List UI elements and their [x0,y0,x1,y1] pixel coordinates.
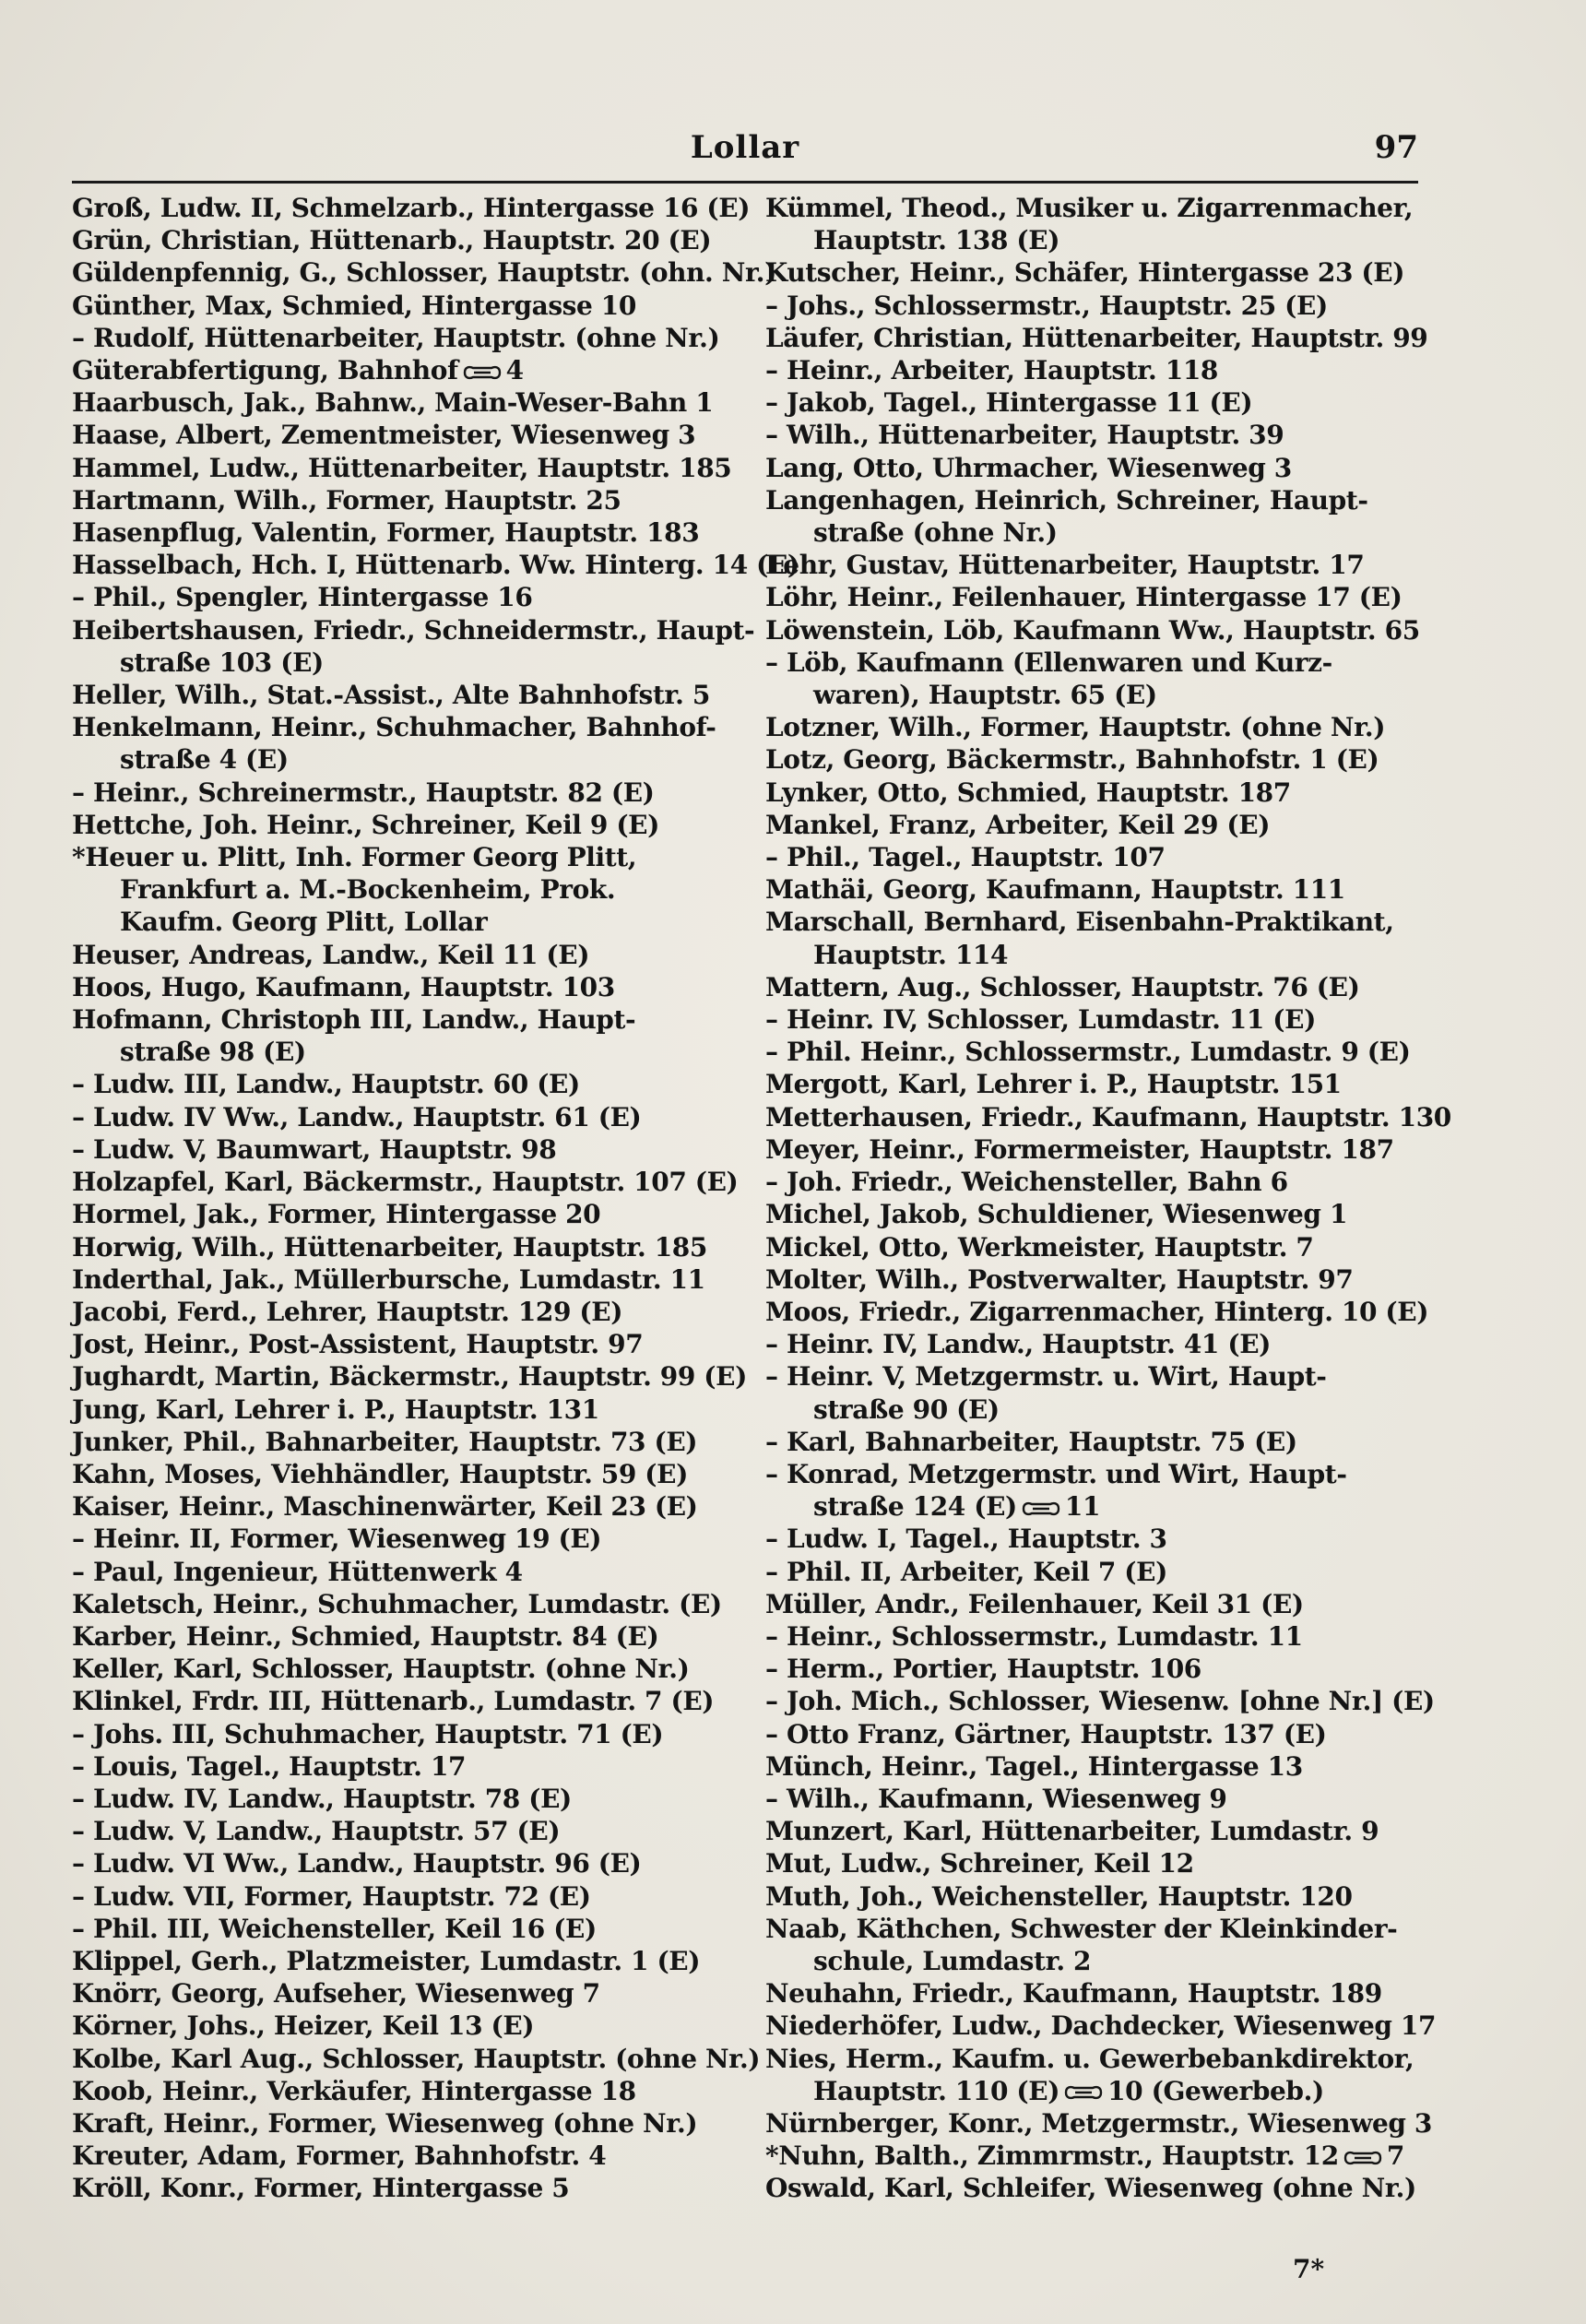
entry-text: Horwig, Wilh., Hüttenarbeiter, Hauptstr. 185 [72,1231,707,1263]
entry-text: Karber, Heinr., Schmied, Hauptstr. 84 (E) [72,1620,659,1652]
directory-entry [72,711,717,743]
directory-entry [72,1556,717,1588]
directory-entry [765,1685,1435,1717]
entry-text: Mut, Ludw., Schreiner, Keil 12 [765,1848,1194,1879]
signature-mark: 7* [1293,2254,1325,2284]
directory-entry [72,971,717,1003]
entry-text: straße 98 (E) [120,1037,306,1068]
entry-text: Löhr, Heinr., Feilenhauer, Hintergasse 17 (E) [765,582,1403,613]
entry-text: Muth, Joh., Weichensteller, Hauptstr. 120 [765,1880,1353,1912]
entry-text: Kröll, Konr., Former, Hintergasse 5 [72,2173,570,2204]
entry-text: Müller, Andr., Feilenhauer, Keil 31 (E) [765,1588,1304,1619]
directory-entry [72,1198,717,1230]
directory-entry [72,1750,717,1783]
entry-text: – Joh. Mich., Schlosser, Wiesenw. [ohne Nr.] (E) [765,1686,1435,1717]
directory-entry [765,322,1428,354]
entry-text: Langenhagen, Heinrich, Schreiner, Haupt- [765,484,1368,516]
entry-text: Kahn, Moses, Viehhändler, Hauptstr. 59 (E) [72,1458,688,1489]
entry-text: Keller, Karl, Schlosser, Hauptstr. (ohne Nr.) [72,1654,690,1685]
phone-number: 11 [1064,1491,1101,1523]
entry-text: Nies, Herm., Kaufm. u. Gewerbebankdirektor, [765,2043,1414,2074]
entry-text: Hartmann, Wilh., Former, Hauptstr. 25 [72,484,621,516]
directory-entry [765,2043,1422,2075]
entry-text: Neuhahn, Friedr., Kaufmann, Hauptstr. 189 [765,1978,1382,2010]
directory-entry [72,646,717,679]
entry-text: Niederhöfer, Ludw., Dachdecker, Wiesenweg 17 [765,2010,1437,2042]
header-rule [72,181,1418,184]
page-header [72,129,1418,181]
directory-entry [72,1393,717,1426]
directory-entry [765,1263,1422,1296]
entry-text: – Ludw. IV, Landw., Hauptstr. 78 (E) [72,1783,572,1814]
entry-text: – Joh. Friedr., Weichensteller, Bahn 6 [765,1167,1288,1198]
entry-text: schule, Lumdastr. 2 [813,1945,1092,1976]
directory-entry [765,386,1422,419]
directory-entry [72,2043,761,2075]
entry-text: straße 4 (E) [120,744,289,776]
directory-entry [72,1490,717,1523]
directory-entry [72,1588,722,1620]
directory-entry [72,1815,717,1847]
directory-entry [765,2140,1422,2172]
entry-text: – Otto Franz, Gärtner, Hauptstr. 137 (E) [765,1718,1327,1749]
directory-entry [765,290,1422,322]
entry-text: Hettche, Joh. Heinr., Schreiner, Keil 9 (E) [72,809,659,840]
directory-entry [765,679,1422,711]
directory-entry [765,549,1422,581]
directory-entry [765,192,1422,224]
entry-text: Koob, Heinr., Verkäufer, Hintergasse 18 [72,2075,636,2106]
directory-entry [72,452,732,484]
right-column [765,192,1451,2205]
directory-entry [765,1718,1422,1750]
directory-entry [72,906,717,938]
entry-text: – Heinr., Schreinermstr., Hauptstr. 82 (E) [72,777,655,808]
phone-number: 7 [1386,2140,1404,2172]
telephone-icon [462,363,503,382]
directory-entry [72,1653,717,1685]
entry-text: straße 124 (E) [813,1491,1017,1523]
directory-entry [72,419,717,451]
entry-text: Jughardt, Martin, Bäckermstr., Hauptstr. 99 (E) [72,1361,747,1393]
entry-text: – Löb, Kaufmann (Ellenwaren und Kurz- [765,646,1332,678]
entry-text: Meyer, Heinr., Formermeister, Hauptstr. 187 [765,1133,1394,1165]
directory-entry [72,1426,717,1458]
directory-entry [765,777,1422,809]
entry-text: Hormel, Jak., Former, Hintergasse 20 [72,1199,601,1230]
entry-text: Kaletsch, Heinr., Schuhmacher, Lumdastr. (E) [72,1588,722,1619]
entry-text: – Ludw. I, Tagel., Hauptstr. 3 [765,1524,1167,1555]
entry-text: Kaiser, Heinr., Maschinenwärter, Keil 23 (E) [72,1491,698,1523]
entry-text: Hauptstr. 114 [813,939,1009,970]
entry-text: Groß, Ludw. II, Schmelzarb., Hintergasse 16 (E) [72,193,751,223]
directory-entry [72,2107,717,2140]
entry-text: – Herm., Portier, Hauptstr. 106 [765,1654,1201,1685]
entry-text: – Ludw. VI Ww., Landw., Hauptstr. 96 (E) [72,1848,642,1879]
directory-entry [765,1653,1422,1685]
left-column [72,192,799,2205]
directory-entry [72,1328,717,1360]
directory-entry [765,2107,1432,2140]
directory-entry [765,1328,1422,1360]
entry-text: Hofmann, Christoph III, Landw., Haupt- [72,1004,636,1036]
entry-text: Mickel, Otto, Werkmeister, Hauptstr. 7 [765,1231,1314,1263]
entry-text: Frankfurt a. M.-Bockenheim, Prok. [120,874,616,906]
entry-text: – Ludw. VII, Former, Hauptstr. 72 (E) [72,1880,591,1912]
entry-text: Kutscher, Heinr., Schäfer, Hintergasse 23 (E) [765,257,1405,289]
directory-entry [72,354,717,386]
directory-entry [72,192,751,224]
entry-text: Hauptstr. 138 (E) [813,225,1060,256]
directory-entry [72,1231,717,1263]
entry-text: – Ludw. III, Landw., Hauptstr. 60 (E) [72,1069,580,1100]
directory-entry [72,1068,717,1100]
entry-text: Junker, Phil., Bahnarbeiter, Hauptstr. 73 (E) [72,1426,698,1457]
entry-text: – Heinr. IV, Landw., Hauptstr. 41 (E) [765,1329,1272,1360]
directory-entry [72,873,717,906]
directory-entry [765,1750,1422,1783]
entry-text: Jung, Karl, Lehrer i. P., Hauptstr. 131 [72,1393,599,1425]
directory-entry [72,581,717,613]
directory-entry [72,1718,717,1750]
directory-entry [72,1101,717,1133]
directory-entry [72,1620,717,1653]
directory-entry [72,1166,739,1198]
directory-entry [72,1360,747,1393]
directory-entry [72,679,717,711]
entry-text: Moos, Friedr., Zigarrenmacher, Hinterg. 10 (E) [765,1296,1429,1327]
directory-entry [765,1490,1422,1523]
directory-entry [765,354,1422,386]
directory-entry [72,386,717,419]
directory-entry [765,1458,1422,1490]
directory-entry [765,1588,1422,1620]
entry-text: – Heinr. IV, Schlosser, Lumdastr. 11 (E) [765,1004,1316,1036]
entry-text: Jost, Heinr., Post-Assistent, Hauptstr. 97 [72,1329,644,1360]
directory-entry [765,1133,1422,1166]
entry-text: Marschall, Bernhard, Eisenbahn-Praktikant, [765,907,1394,938]
entry-text: Lynker, Otto, Schmied, Hauptstr. 187 [765,777,1291,808]
directory-entry [72,743,717,776]
entry-text: Heller, Wilh., Stat.-Assist., Alte Bahnhofstr. 5 [72,680,710,711]
entry-text: Inderthal, Jak., Müllerbursche, Lumdastr. 11 [72,1263,705,1295]
entry-text: – Paul, Ingenieur, Hüttenwerk 4 [72,1556,523,1587]
entry-text: Kraft, Heinr., Former, Wiesenweg (ohne Nr.) [72,2107,698,2139]
entry-text: waren), Hauptstr. 65 (E) [813,680,1157,711]
entry-text: Haase, Albert, Zementmeister, Wiesenweg 3 [72,420,696,451]
entry-text: Körner, Johs., Heizer, Keil 13 (E) [72,2010,535,2042]
phone-number: 10 (Gewerbeb.) [1107,2075,1324,2106]
entry-text: Heibertshausen, Friedr., Schneidermstr., Haupt- [72,614,755,646]
directory-entry [765,2075,1422,2107]
directory-entry [765,1166,1422,1198]
entry-text: – Phil. Heinr., Schlossermstr., Lumdastr. 9 (E) [765,1037,1411,1068]
directory-entry [765,419,1422,451]
directory-entry [72,1263,717,1296]
directory-entry [765,2010,1437,2042]
directory-entry [765,1426,1422,1458]
directory-entry [72,1133,717,1166]
directory-entry [765,646,1422,679]
entry-text: Haarbusch, Jak., Bahnw., Main-Weser-Bahn 1 [72,387,714,419]
directory-entry [765,1620,1422,1653]
entry-text: – Johs. III, Schuhmacher, Hauptstr. 71 (E) [72,1718,664,1749]
entry-text: Hauptstr. 110 (E) [813,2075,1060,2106]
directory-entry [765,581,1422,613]
entry-text: Löwenstein, Löb, Kaufmann Ww., Hauptstr. 65 [765,614,1420,646]
entry-text: – Jakob, Tagel., Hintergasse 11 (E) [765,387,1253,419]
directory-entry [765,1556,1422,1588]
telephone-icon [1021,1500,1061,1518]
entry-text: – Konrad, Metzgermstr. und Wirt, Haupt- [765,1458,1347,1489]
entry-text: Kolbe, Karl Aug., Schlosser, Hauptstr. (ohne Nr.) [72,2043,761,2074]
telephone-icon [1343,2149,1383,2167]
entry-text: Holzapfel, Karl, Bäckermstr., Hauptstr. 107 (E) [72,1167,739,1198]
directory-entry [765,1847,1422,1879]
entry-text: Güterabfertigung, Bahnhof [72,355,458,386]
directory-entry [72,2010,717,2042]
directory-entry [72,224,717,256]
phone-number: 4 [505,355,524,386]
entry-text: Klinkel, Frdr. III, Hüttenarb., Lumdastr. 7 (E) [72,1686,715,1717]
entry-text: Klippel, Gerh., Platzmeister, Lumdastr. 1 (E) [72,1945,701,1976]
entry-text: Hoos, Hugo, Kaufmann, Hauptstr. 103 [72,971,615,1002]
directory-entry [765,614,1422,646]
directory-entry [72,1003,717,1036]
directory-entry [72,1913,717,1945]
directory-entry [765,2172,1422,2204]
entry-text: Günther, Max, Schmied, Hintergasse 10 [72,290,636,321]
entry-text: – Phil., Spengler, Hintergasse 16 [72,582,533,613]
entry-text: Mergott, Karl, Lehrer i. P., Hauptstr. 151 [765,1069,1342,1100]
entry-text: Naab, Käthchen, Schwester der Kleinkinder- [765,1913,1398,1944]
page-number: 97 [1374,129,1418,166]
directory-entry [765,1783,1422,1815]
directory-entry [765,841,1422,873]
directory-entry [765,452,1422,484]
entry-text: Knörr, Georg, Aufseher, Wiesenweg 7 [72,1978,600,2010]
entry-text: Lotz, Georg, Bäckermstr., Bahnhofstr. 1 (E) [765,744,1379,776]
directory-entry [72,2172,717,2204]
telephone-icon [1063,2083,1104,2102]
entry-text: – Ludw. IV Ww., Landw., Hauptstr. 61 (E) [72,1101,642,1132]
directory-entry [72,322,720,354]
entry-text: Nürnberger, Konr., Metzgermstr., Wiesenweg 3 [765,2107,1432,2139]
directory-entry [72,1880,717,1913]
entry-text: *Nuhn, Balth., Zimmrmstr., Hauptstr. 12 [765,2140,1339,2172]
directory-entry [765,1393,1422,1426]
entry-text: – Heinr. II, Former, Wiesenweg 19 (E) [72,1524,602,1555]
entry-text: Michel, Jakob, Schuldiener, Wiesenweg 1 [765,1199,1348,1230]
directory-entry [72,2140,717,2172]
directory-entry [72,516,717,549]
directory-entry [765,1880,1422,1913]
entry-text: Läufer, Christian, Hüttenarbeiter, Hauptstr. 99 [765,322,1428,353]
entry-text: – Ludw. V, Landw., Hauptstr. 57 (E) [72,1816,561,1847]
directory-entry [765,743,1422,776]
directory-entry [765,1977,1422,2010]
entry-text: – Wilh., Kaufmann, Wiesenweg 9 [765,1783,1227,1814]
directory-entry [72,1945,717,1977]
page-title: Lollar [690,129,800,166]
entry-text: Hammel, Ludw., Hüttenarbeiter, Hauptstr. 185 [72,452,732,483]
entry-text: Münch, Heinr., Tagel., Hintergasse 13 [765,1750,1303,1782]
entry-text: *Heuer u. Plitt, Inh. Former Georg Plitt, [72,842,637,873]
entry-text: Mattern, Aug., Schlosser, Hauptstr. 76 (E) [765,971,1360,1002]
entry-text: Hasenpflug, Valentin, Former, Hauptstr. 183 [72,517,700,549]
entry-text: – Heinr. V, Metzgermstr. u. Wirt, Haupt- [765,1361,1327,1393]
entry-text: straße 90 (E) [813,1393,1000,1425]
entry-text: Hasselbach, Hch. I, Hüttenarb. Ww. Hinterg. 14 (E) [72,550,799,581]
directory-entry [765,711,1422,743]
directory-entry [765,1101,1451,1133]
directory-entry [765,1296,1429,1328]
directory-entry [72,809,717,841]
directory-entry [72,290,717,322]
entry-text: Lotzner, Wilh., Former, Hauptstr. (ohne Nr.) [765,712,1386,743]
directory-entry [765,1231,1422,1263]
directory-entry [72,939,717,971]
directory-entry [765,1003,1422,1036]
directory-entry [72,549,799,581]
entry-text: Güldenpfennig, G., Schlosser, Hauptstr. (ohn. Nr.) [72,257,776,289]
entry-text: Mathäi, Georg, Kaufmann, Hauptstr. 111 [765,874,1345,906]
directory-entry [72,256,776,289]
directory-entry [765,873,1422,906]
directory-entry [72,1977,717,2010]
directory-entry [72,1296,717,1328]
directory-entry [765,516,1422,549]
directory-entry [72,1458,717,1490]
directory-entry [765,971,1422,1003]
directory-entry [72,484,717,516]
directory-entry [765,809,1422,841]
directory-entry [765,1198,1422,1230]
entry-text: straße (ohne Nr.) [813,517,1058,549]
directory-entry [72,1783,717,1815]
directory-entry [72,777,717,809]
entry-text: Lang, Otto, Uhrmacher, Wiesenweg 3 [765,452,1292,483]
entry-text: – Louis, Tagel., Hauptstr. 17 [72,1750,467,1782]
entry-text: Munzert, Karl, Hüttenarbeiter, Lumdastr. 9 [765,1816,1379,1847]
directory-entry [765,224,1422,256]
directory-entry [72,1685,717,1717]
entry-text: – Phil. III, Weichensteller, Keil 16 (E) [72,1913,597,1944]
directory-entry [72,1847,717,1879]
directory-entry [72,2075,717,2107]
entry-text: Kaufm. Georg Plitt, Lollar [120,907,488,938]
directory-entry [765,906,1422,938]
entry-text: – Wilh., Hüttenarbeiter, Hauptstr. 39 [765,420,1284,451]
directory-entry [72,614,755,646]
entry-text: Grün, Christian, Hüttenarb., Hauptstr. 20 (E) [72,225,712,256]
directory-entry [765,1815,1422,1847]
directory-entry [765,1068,1422,1100]
entry-text: Mankel, Franz, Arbeiter, Keil 29 (E) [765,809,1271,840]
entry-text: Kümmel, Theod., Musiker u. Zigarrenmacher, [765,193,1414,223]
entry-text: Molter, Wilh., Postverwalter, Hauptstr. 97 [765,1263,1354,1295]
entry-text: – Heinr., Arbeiter, Hauptstr. 118 [765,355,1218,386]
directory-entry [765,1945,1422,1977]
entry-text: Jacobi, Ferd., Lehrer, Hauptstr. 129 (E) [72,1296,623,1327]
entry-text: – Phil., Tagel., Hauptstr. 107 [765,842,1166,873]
entry-text: – Johs., Schlossermstr., Hauptstr. 25 (E) [765,290,1328,321]
directory-entry [765,1523,1422,1555]
entry-text: – Phil. II, Arbeiter, Keil 7 (E) [765,1556,1167,1587]
entry-text: – Ludw. V, Baumwart, Hauptstr. 98 [72,1133,557,1165]
entry-text: – Rudolf, Hüttenarbeiter, Hauptstr. (ohne Nr.) [72,322,720,353]
directory-entry [765,256,1422,289]
directory-entry [765,1913,1422,1945]
entry-text: Metterhausen, Friedr., Kaufmann, Hauptstr. 130 [765,1101,1451,1132]
directory-entry [765,484,1422,516]
directory-entry [765,939,1422,971]
directory-entry [72,1036,717,1068]
directory-entry [765,1036,1422,1068]
entry-text: straße 103 (E) [120,646,324,678]
directory-entry [72,841,717,873]
entry-text: – Heinr., Schlossermstr., Lumdastr. 11 [765,1620,1303,1652]
entry-text: Heuser, Andreas, Landw., Keil 11 (E) [72,939,590,970]
directory-entry [72,1523,717,1555]
entry-text: Oswald, Karl, Schleifer, Wiesenweg (ohne Nr.) [765,2173,1416,2204]
entry-text: – Karl, Bahnarbeiter, Hauptstr. 75 (E) [765,1426,1297,1457]
entry-text: Lehr, Gustav, Hüttenarbeiter, Hauptstr. 17 [765,550,1365,581]
entry-text: Kreuter, Adam, Former, Bahnhofstr. 4 [72,2140,607,2172]
entry-text: Henkelmann, Heinr., Schuhmacher, Bahnhof- [72,712,716,743]
directory-entry [765,1360,1422,1393]
